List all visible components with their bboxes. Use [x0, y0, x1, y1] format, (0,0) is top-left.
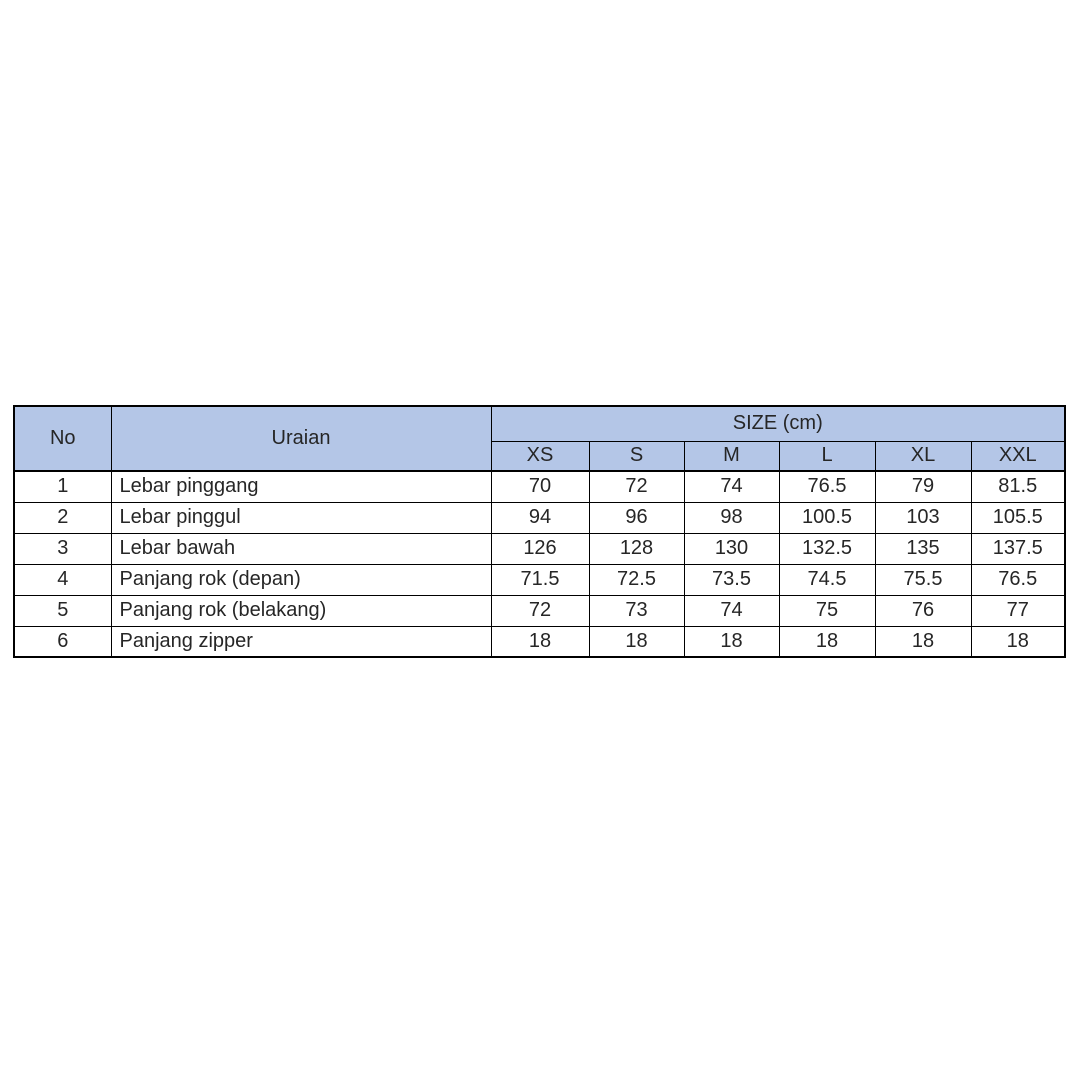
- col-header-xxl: XXL: [971, 441, 1065, 471]
- cell-l: 18: [779, 626, 875, 657]
- cell-uraian: Lebar bawah: [111, 533, 491, 564]
- cell-s: 72.5: [589, 564, 684, 595]
- cell-m: 18: [684, 626, 779, 657]
- cell-no: 3: [14, 533, 111, 564]
- cell-m: 130: [684, 533, 779, 564]
- cell-no: 2: [14, 502, 111, 533]
- cell-xxl: 105.5: [971, 502, 1065, 533]
- cell-xxl: 18: [971, 626, 1065, 657]
- cell-s: 73: [589, 595, 684, 626]
- cell-xxl: 76.5: [971, 564, 1065, 595]
- col-header-l: L: [779, 441, 875, 471]
- cell-m: 74: [684, 595, 779, 626]
- cell-l: 74.5: [779, 564, 875, 595]
- table-row: [14, 564, 1065, 595]
- size-chart-table: [13, 405, 1066, 658]
- cell-s: 72: [589, 471, 684, 502]
- size-group-header: SIZE (cm): [491, 406, 1065, 441]
- cell-s: 96: [589, 502, 684, 533]
- table-row: [14, 626, 1065, 657]
- col-header-s: S: [589, 441, 684, 471]
- cell-no: 1: [14, 471, 111, 502]
- cell-xl: 75.5: [875, 564, 971, 595]
- header-row-group: [14, 406, 1065, 441]
- cell-m: 98: [684, 502, 779, 533]
- cell-no: 4: [14, 564, 111, 595]
- cell-uraian: Panjang rok (depan): [111, 564, 491, 595]
- cell-l: 100.5: [779, 502, 875, 533]
- cell-l: 76.5: [779, 471, 875, 502]
- cell-xs: 94: [491, 502, 589, 533]
- cell-uraian: Panjang rok (belakang): [111, 595, 491, 626]
- cell-xl: 76: [875, 595, 971, 626]
- cell-uraian: Lebar pinggang: [111, 471, 491, 502]
- col-header-m: M: [684, 441, 779, 471]
- cell-l: 132.5: [779, 533, 875, 564]
- cell-xl: 79: [875, 471, 971, 502]
- col-header-xs: XS: [491, 441, 589, 471]
- cell-xl: 135: [875, 533, 971, 564]
- cell-no: 5: [14, 595, 111, 626]
- cell-xs: 126: [491, 533, 589, 564]
- cell-l: 75: [779, 595, 875, 626]
- cell-s: 128: [589, 533, 684, 564]
- cell-xxl: 137.5: [971, 533, 1065, 564]
- table-row: [14, 502, 1065, 533]
- cell-xs: 71.5: [491, 564, 589, 595]
- cell-m: 73.5: [684, 564, 779, 595]
- cell-uraian: Panjang zipper: [111, 626, 491, 657]
- table-row: [14, 533, 1065, 564]
- col-header-no: No: [14, 406, 111, 471]
- cell-xxl: 77: [971, 595, 1065, 626]
- cell-m: 74: [684, 471, 779, 502]
- cell-xs: 72: [491, 595, 589, 626]
- cell-xl: 18: [875, 626, 971, 657]
- cell-xxl: 81.5: [971, 471, 1065, 502]
- col-header-xl: XL: [875, 441, 971, 471]
- table-row: [14, 471, 1065, 502]
- cell-xl: 103: [875, 502, 971, 533]
- cell-no: 6: [14, 626, 111, 657]
- table-row: [14, 595, 1065, 626]
- cell-uraian: Lebar pinggul: [111, 502, 491, 533]
- cell-xs: 18: [491, 626, 589, 657]
- cell-xs: 70: [491, 471, 589, 502]
- cell-s: 18: [589, 626, 684, 657]
- col-header-uraian: Uraian: [111, 406, 491, 471]
